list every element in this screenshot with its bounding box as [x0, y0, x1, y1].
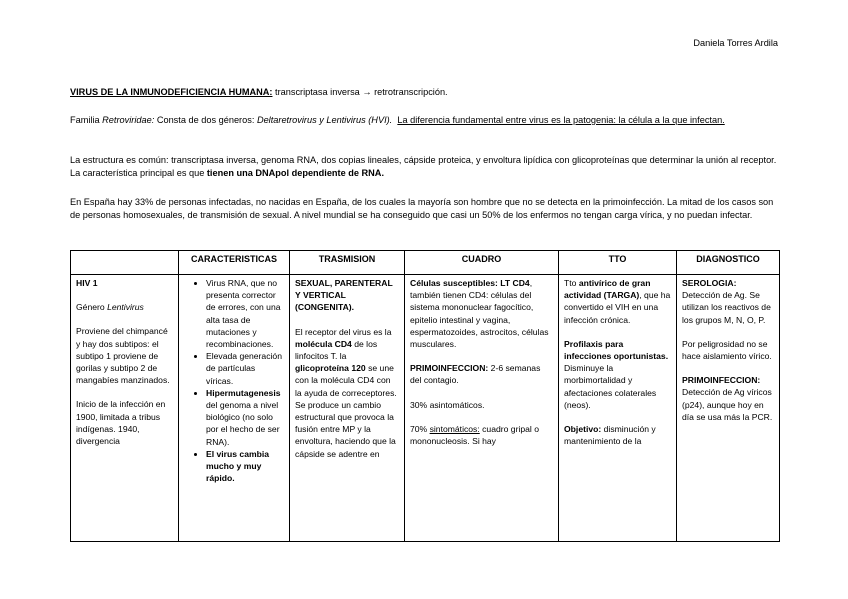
list-item: • Hipermutagenesis del genoma a nivel biológico (no solo por el hecho de ser RNA). — [206, 387, 284, 448]
trasmision-title: SEXUAL, PARENTERAL Y VERTICAL (CONGENITA). — [295, 278, 393, 313]
cell-tto — [559, 275, 677, 542]
hiv1-title: HIV 1 — [76, 278, 98, 288]
list-item: • El virus cambia mucho y muy rápido. — [206, 448, 284, 485]
cuadro-sintomaticos: 70% sintomáticos: cuadro gripal o mononucleosis. Si hay — [410, 423, 539, 447]
table-header-row — [71, 251, 780, 275]
header-diagnostico: DIAGNOSTICO — [677, 251, 780, 275]
author-name: Daniela Torres Ardila — [693, 38, 778, 48]
hiv1-history: Inicio de la infección en 1900, limitada a tribus indígenas. 1940, divergencia — [76, 399, 166, 447]
heading-rest: transcriptasa inversa → retrotranscripción. — [272, 87, 448, 97]
family-name: Retroviridae: — [102, 115, 155, 125]
spain-text: En España hay 33% de personas infectadas, no nacidas en España, de los cuales la mayoría son hombre que no se detecta en la primoinfección. La mitad de los casos son de personas homosexuales, de transmisión de sexual. A nivel mundial se ha conseguido que casi un 50% de los enfermos no tengan carga vírica, y no puedan infectar. — [70, 197, 774, 220]
cell-trasmision — [290, 275, 405, 542]
header-cell-empty — [71, 251, 179, 275]
table-row — [71, 275, 780, 542]
header-tto: TTO — [559, 251, 677, 275]
family-genera: Deltaretrovirus y Lentivirus (HVI). — [256, 115, 393, 125]
header-trasmision: TRASMISION — [290, 251, 405, 275]
document-heading — [70, 86, 779, 99]
heading-title: VIRUS DE LA INMUNODEFICIENCIA HUMANA: — [70, 87, 273, 97]
structure-bold: tienen una DNApol dependiente de RNA. — [206, 168, 384, 178]
tto-objetivo: Objetivo: disminución y mantenimiento de la — [564, 424, 656, 447]
header-caracteristicas: CARACTERISTICAS — [179, 251, 290, 275]
tto-profilaxis: Profilaxis para infecciones oportunistas. Disminuye la morbimortalidad y afectaciones colaterales (neos). — [564, 338, 669, 410]
cell-cuadro — [405, 275, 559, 542]
list-item: • Virus RNA, que no presenta corrector de errores, con una alta tasa de mutaciones y recombinaciones. — [206, 277, 284, 350]
cuadro-primoinfeccion: PRIMOINFECCION: 2-6 semanas del contagio. — [410, 363, 541, 386]
cell-hiv1 — [71, 275, 179, 542]
family-text: Consta de dos géneros: — [154, 115, 257, 125]
diag-serologia: SEROLOGIA: Detección de Ag. Se utilizan los reactivos de los grupos M, N, O, P. — [682, 278, 771, 325]
trasmision-text: El receptor del virus es la molécula CD4 de los linfocitos T. la glicoproteína 120 se une con la molécula CD4 con la ayuda de correceptores. Se produce un cambio estructural que provoca la fusión entre MP y la envoltura, haciendo que la cápside se adentre en — [295, 326, 397, 459]
family-underlined: La diferencia fundamental entre virus es la patogenia: la célula a la que infectan. — [397, 115, 725, 125]
structure-text: La estructura es común: transcriptasa inversa, genoma RNA, dos copias lineales, cápside proteica, y envoltura lipídica con glicoproteínas que determinar la unión al receptor. La característica principal es que — [70, 155, 777, 178]
spain-paragraph — [70, 196, 779, 222]
cuadro-cells: Células susceptibles: LT CD4, también tienen CD4: células del sistema mononuclear fagocítico, epitelio intestinal y vagina, espermatozoides, astrocitos, células musculares. — [410, 278, 549, 350]
header-cuadro: CUADRO — [405, 251, 559, 275]
hiv-table — [70, 250, 780, 542]
diag-peligrosidad: Por peligrosidad no se hace aislamiento vírico. — [682, 338, 772, 362]
cuadro-asintomaticos: 30% asintomáticos. — [410, 399, 485, 410]
diag-primoinfeccion: PRIMOINFECCION: Detección de Ag víricos (p24), aunque hoy en día se usa más la PCR. — [682, 375, 773, 422]
hiv1-genus: Género Lentivirus — [76, 302, 144, 313]
cell-diagnostico — [677, 275, 780, 542]
cell-caracteristicas — [179, 275, 290, 542]
tto-targa: Tto antivírico de gran actividad (TARGA), que ha convertido el VIH en una infección crónica. — [564, 278, 671, 325]
list-item: • Elevada generación de partículas víricas. — [206, 350, 284, 387]
hiv1-origin: Proviene del chimpancé y hay dos subtipos: el subtipo 1 proviene de gorilas y subtipo 2 de mangabíes manzinados. — [76, 326, 170, 386]
family-paragraph — [70, 114, 779, 127]
structure-paragraph — [70, 154, 779, 180]
family-label: Familia — [70, 115, 103, 125]
